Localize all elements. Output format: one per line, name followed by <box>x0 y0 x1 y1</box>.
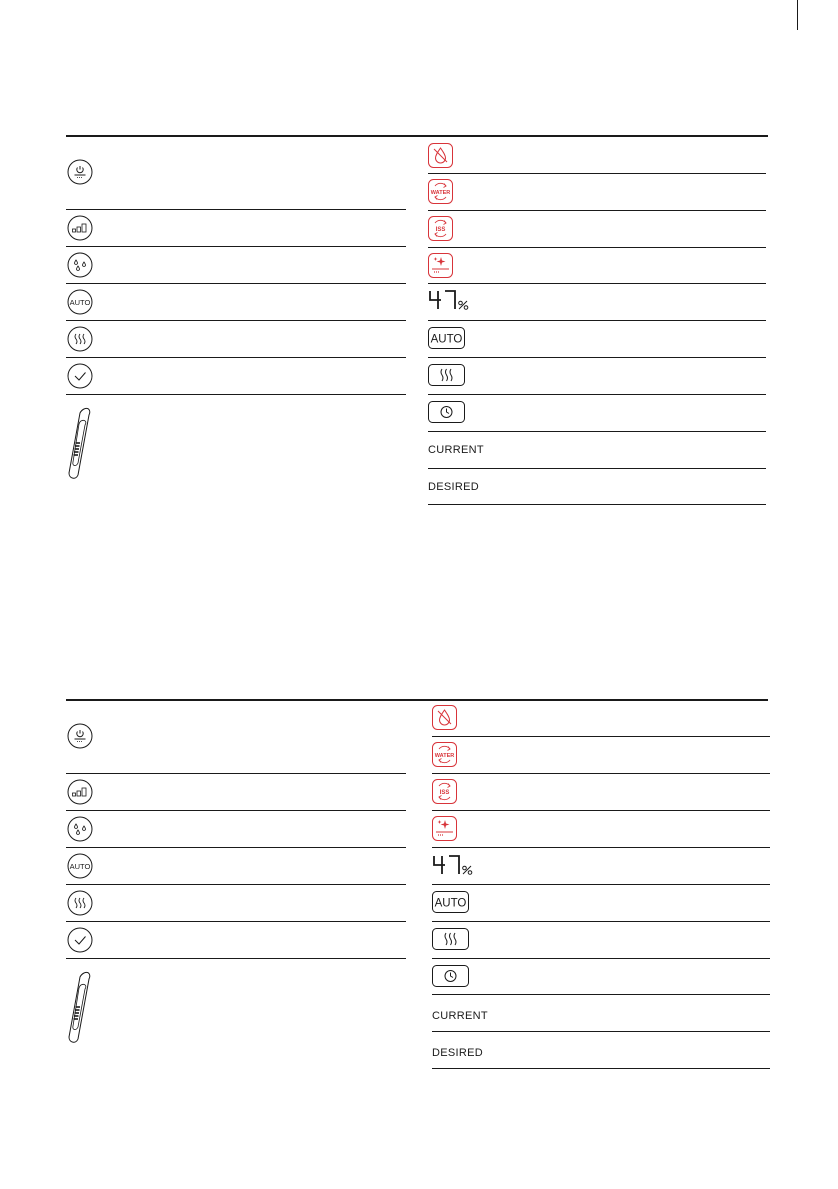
heat-indicator-icon <box>428 364 465 386</box>
timer-indicator-icon <box>428 401 465 423</box>
left-divider <box>66 246 406 247</box>
right-divider <box>432 736 770 737</box>
left-divider <box>66 921 406 922</box>
left-divider <box>66 847 406 848</box>
power-fan-icon <box>67 723 93 749</box>
right-divider <box>432 773 770 774</box>
timer-indicator-icon <box>432 965 469 987</box>
right-divider <box>432 958 770 959</box>
right-divider <box>428 431 766 432</box>
no-water-icon <box>428 143 453 168</box>
right-divider <box>428 504 766 505</box>
no-water-icon <box>432 705 457 730</box>
right-divider <box>428 210 766 211</box>
mode-icon <box>67 252 93 278</box>
svg-text:ISS: ISS <box>439 790 450 796</box>
svg-text:WATER: WATER <box>430 190 451 196</box>
panel-top-rule <box>66 135 768 137</box>
right-divider <box>432 921 770 922</box>
svg-text:AUTO: AUTO <box>434 897 467 910</box>
left-divider <box>66 958 406 959</box>
right-divider <box>428 283 766 284</box>
left-divider <box>66 394 406 395</box>
right-divider <box>432 847 770 848</box>
heat-icon <box>67 890 93 916</box>
right-divider <box>428 247 766 248</box>
humidity-display-icon <box>428 289 474 315</box>
page-corner-mark <box>797 0 798 30</box>
desired-label: DESIRED <box>432 1047 483 1059</box>
svg-text:AUTO: AUTO <box>430 333 463 346</box>
remote-control-icon <box>64 407 94 479</box>
control-panel-top <box>0 135 838 515</box>
left-divider <box>66 320 406 321</box>
left-divider <box>66 810 406 811</box>
heat-icon <box>67 326 93 352</box>
auto-indicator-icon <box>432 891 469 913</box>
check-icon <box>67 363 93 389</box>
water-refill-icon <box>432 742 457 767</box>
right-divider <box>428 320 766 321</box>
svg-text:AUTO: AUTO <box>69 861 91 871</box>
right-divider <box>432 810 770 811</box>
mode-icon <box>67 816 93 842</box>
right-divider <box>428 357 766 358</box>
water-refill-icon <box>428 179 453 204</box>
svg-text:WATER: WATER <box>434 753 455 759</box>
fan-speed-icon <box>67 215 93 241</box>
right-divider <box>432 994 770 995</box>
current-label: CURRENT <box>432 1010 488 1022</box>
power-fan-icon <box>67 159 93 185</box>
right-divider <box>432 1031 770 1032</box>
auto-icon <box>67 289 93 315</box>
right-divider <box>432 1068 770 1069</box>
svg-text:ISS: ISS <box>435 227 446 233</box>
panel-top-rule <box>66 699 768 701</box>
left-divider <box>66 884 406 885</box>
right-divider <box>428 394 766 395</box>
check-icon <box>67 927 93 953</box>
current-label: CURRENT <box>428 444 484 456</box>
right-divider <box>432 884 770 885</box>
right-divider <box>428 468 766 469</box>
left-divider <box>66 209 406 210</box>
iss-cycle-icon <box>432 779 457 804</box>
left-divider <box>66 357 406 358</box>
left-divider <box>66 283 406 284</box>
auto-indicator-icon <box>428 327 465 349</box>
fan-speed-icon <box>67 779 93 805</box>
svg-text:AUTO: AUTO <box>69 297 91 307</box>
heat-indicator-icon <box>432 928 469 950</box>
auto-icon <box>67 853 93 879</box>
humidity-display-icon <box>432 854 478 880</box>
control-panel-bottom <box>0 699 838 1079</box>
remote-control-icon <box>64 971 94 1043</box>
left-divider <box>66 773 406 774</box>
iss-cycle-icon <box>428 216 453 241</box>
desired-label: DESIRED <box>428 481 479 493</box>
clean-icon <box>428 253 453 278</box>
clean-icon <box>432 816 457 841</box>
right-divider <box>428 173 766 174</box>
